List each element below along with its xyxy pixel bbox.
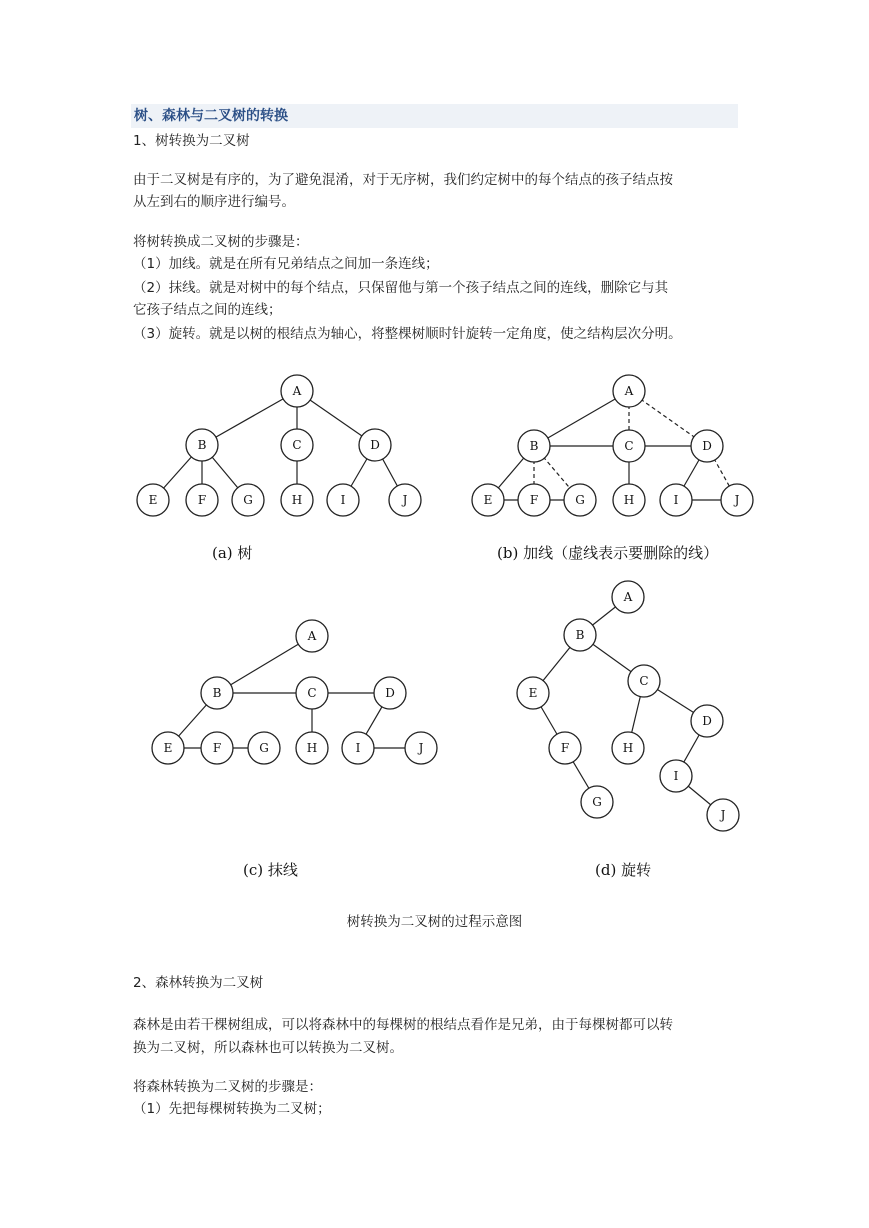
svg-text:E: E	[483, 493, 493, 507]
svg-text:F: F	[212, 741, 222, 755]
tree-c-node-e	[152, 732, 184, 764]
tree-c-node-g	[248, 732, 280, 764]
s1-step3: （3）旋转。就是以树的根结点为轴心，将整棵树顺时针旋转一定角度，使之结构层次分明。	[133, 326, 682, 342]
svg-text:E: E	[148, 493, 158, 507]
diagram-c-remove-lines	[152, 620, 437, 879]
svg-text:J: J	[418, 741, 424, 755]
tree-d-node-c	[628, 665, 660, 697]
tree-c-node-j	[405, 732, 437, 764]
tree-a-node-b	[186, 429, 218, 461]
svg-text:A: A	[623, 590, 633, 604]
tree-b-node-j	[721, 484, 753, 516]
svg-text:D: D	[702, 714, 712, 728]
tree-a-node-d	[359, 429, 391, 461]
svg-text:I: I	[673, 769, 679, 783]
svg-text:J: J	[734, 493, 740, 507]
svg-text:A: A	[624, 384, 634, 398]
tree-d-node-a	[612, 581, 644, 613]
caption-a: (a) 树	[212, 544, 253, 562]
svg-text:A: A	[292, 384, 302, 398]
svg-text:I: I	[355, 741, 361, 755]
tree-a-node-j	[389, 484, 421, 516]
svg-text:C: C	[292, 438, 302, 452]
svg-text:E: E	[528, 686, 538, 700]
diagram-d-rotate	[517, 581, 739, 879]
diagram-b-add-lines	[472, 375, 753, 562]
s2-heading: 2、森林转换为二叉树	[133, 975, 264, 991]
s1-para1-line2: 从左到右的顺序进行编号。	[133, 194, 295, 210]
tree-d-node-b	[564, 619, 596, 651]
s2-para1-line1: 森林是由若干棵树组成，可以将森林中的每棵树的根结点看作是兄弟，由于每棵树都可以转	[133, 1017, 673, 1033]
s2-para1-line2: 换为二叉树，所以森林也可以转换为二叉树。	[133, 1040, 403, 1056]
tree-b-node-f	[518, 484, 550, 516]
tree-b-node-d	[691, 430, 723, 462]
tree-b-node-i	[660, 484, 692, 516]
svg-text:D: D	[385, 686, 395, 700]
tree-a-node-h	[281, 484, 313, 516]
tree-a-node-i	[327, 484, 359, 516]
tree-c-node-d	[374, 677, 406, 709]
svg-text:J: J	[402, 493, 408, 507]
s1-heading: 1、树转换为二叉树	[133, 133, 250, 149]
svg-text:E: E	[163, 741, 173, 755]
svg-text:B: B	[212, 686, 222, 700]
tree-b-node-e	[472, 484, 504, 516]
tree-d-node-g	[581, 786, 613, 818]
tree-d-node-h	[612, 732, 644, 764]
tree-d-node-j	[707, 799, 739, 831]
caption-c: (c) 抹线	[243, 861, 298, 879]
svg-text:H: H	[622, 741, 634, 755]
svg-text:H: H	[623, 493, 635, 507]
tree-a-node-f	[186, 484, 218, 516]
svg-text:G: G	[575, 493, 585, 507]
tree-c-node-f	[201, 732, 233, 764]
svg-text:D: D	[702, 439, 712, 453]
s1-step2-line2: 它孩子结点之间的连线；	[133, 302, 282, 318]
svg-text:D: D	[370, 438, 380, 452]
tree-a-node-a	[281, 375, 313, 407]
svg-text:F: F	[529, 493, 539, 507]
tree-a-node-c	[281, 429, 313, 461]
svg-text:I: I	[340, 493, 346, 507]
s1-para1-line1: 由于二叉树是有序的，为了避免混淆，对于无序树，我们约定树中的每个结点的孩子结点按	[133, 172, 673, 188]
svg-text:G: G	[592, 795, 602, 809]
s1-step1: （1）加线。就是在所有兄弟结点之间加一条连线；	[133, 256, 439, 272]
svg-text:F: F	[560, 741, 570, 755]
tree-b-node-g	[564, 484, 596, 516]
caption-b: (b) 加线（虚线表示要删除的线）	[497, 544, 719, 562]
tree-b-node-c	[613, 430, 645, 462]
tree-c-node-a	[296, 620, 328, 652]
tree-d-node-d	[691, 705, 723, 737]
svg-text:B: B	[197, 438, 207, 452]
figure-caption: 树转换为二叉树的过程示意图	[346, 914, 523, 930]
svg-text:G: G	[259, 741, 269, 755]
svg-text:C: C	[624, 439, 634, 453]
tree-c-node-h	[296, 732, 328, 764]
tree-b-node-b	[518, 430, 550, 462]
svg-text:C: C	[639, 674, 649, 688]
s1-steps-intro: 将树转换成二叉树的步骤是：	[133, 234, 309, 250]
tree-a-node-e	[137, 484, 169, 516]
tree-a-node-g	[232, 484, 264, 516]
svg-text:F: F	[197, 493, 207, 507]
svg-text:A: A	[307, 629, 317, 643]
tree-d-node-f	[549, 732, 581, 764]
section-title: 树、森林与二叉树的转换	[134, 108, 288, 124]
tree-c-node-c	[296, 677, 328, 709]
svg-text:B: B	[529, 439, 539, 453]
tree-d-node-i	[660, 760, 692, 792]
diagram-a-tree	[137, 375, 421, 562]
s1-step2-line1: （2）抹线。就是对树中的每个结点，只保留他与第一个孩子结点之间的连线，删除它与其	[133, 280, 669, 296]
svg-text:J: J	[720, 808, 726, 822]
tree-c-node-i	[342, 732, 374, 764]
tree-b-node-h	[613, 484, 645, 516]
caption-d: (d) 旋转	[595, 861, 652, 879]
tree-d-node-e	[517, 677, 549, 709]
svg-text:C: C	[307, 686, 317, 700]
svg-text:B: B	[575, 628, 585, 642]
svg-text:H: H	[306, 741, 318, 755]
s2-step1: （1）先把每棵树转换为二叉树；	[133, 1101, 331, 1117]
tree-c-node-b	[201, 677, 233, 709]
svg-text:H: H	[291, 493, 303, 507]
tree-b-node-a	[613, 375, 645, 407]
svg-text:G: G	[243, 493, 253, 507]
s2-steps-intro: 将森林转换为二叉树的步骤是：	[133, 1079, 322, 1095]
svg-text:I: I	[673, 493, 679, 507]
